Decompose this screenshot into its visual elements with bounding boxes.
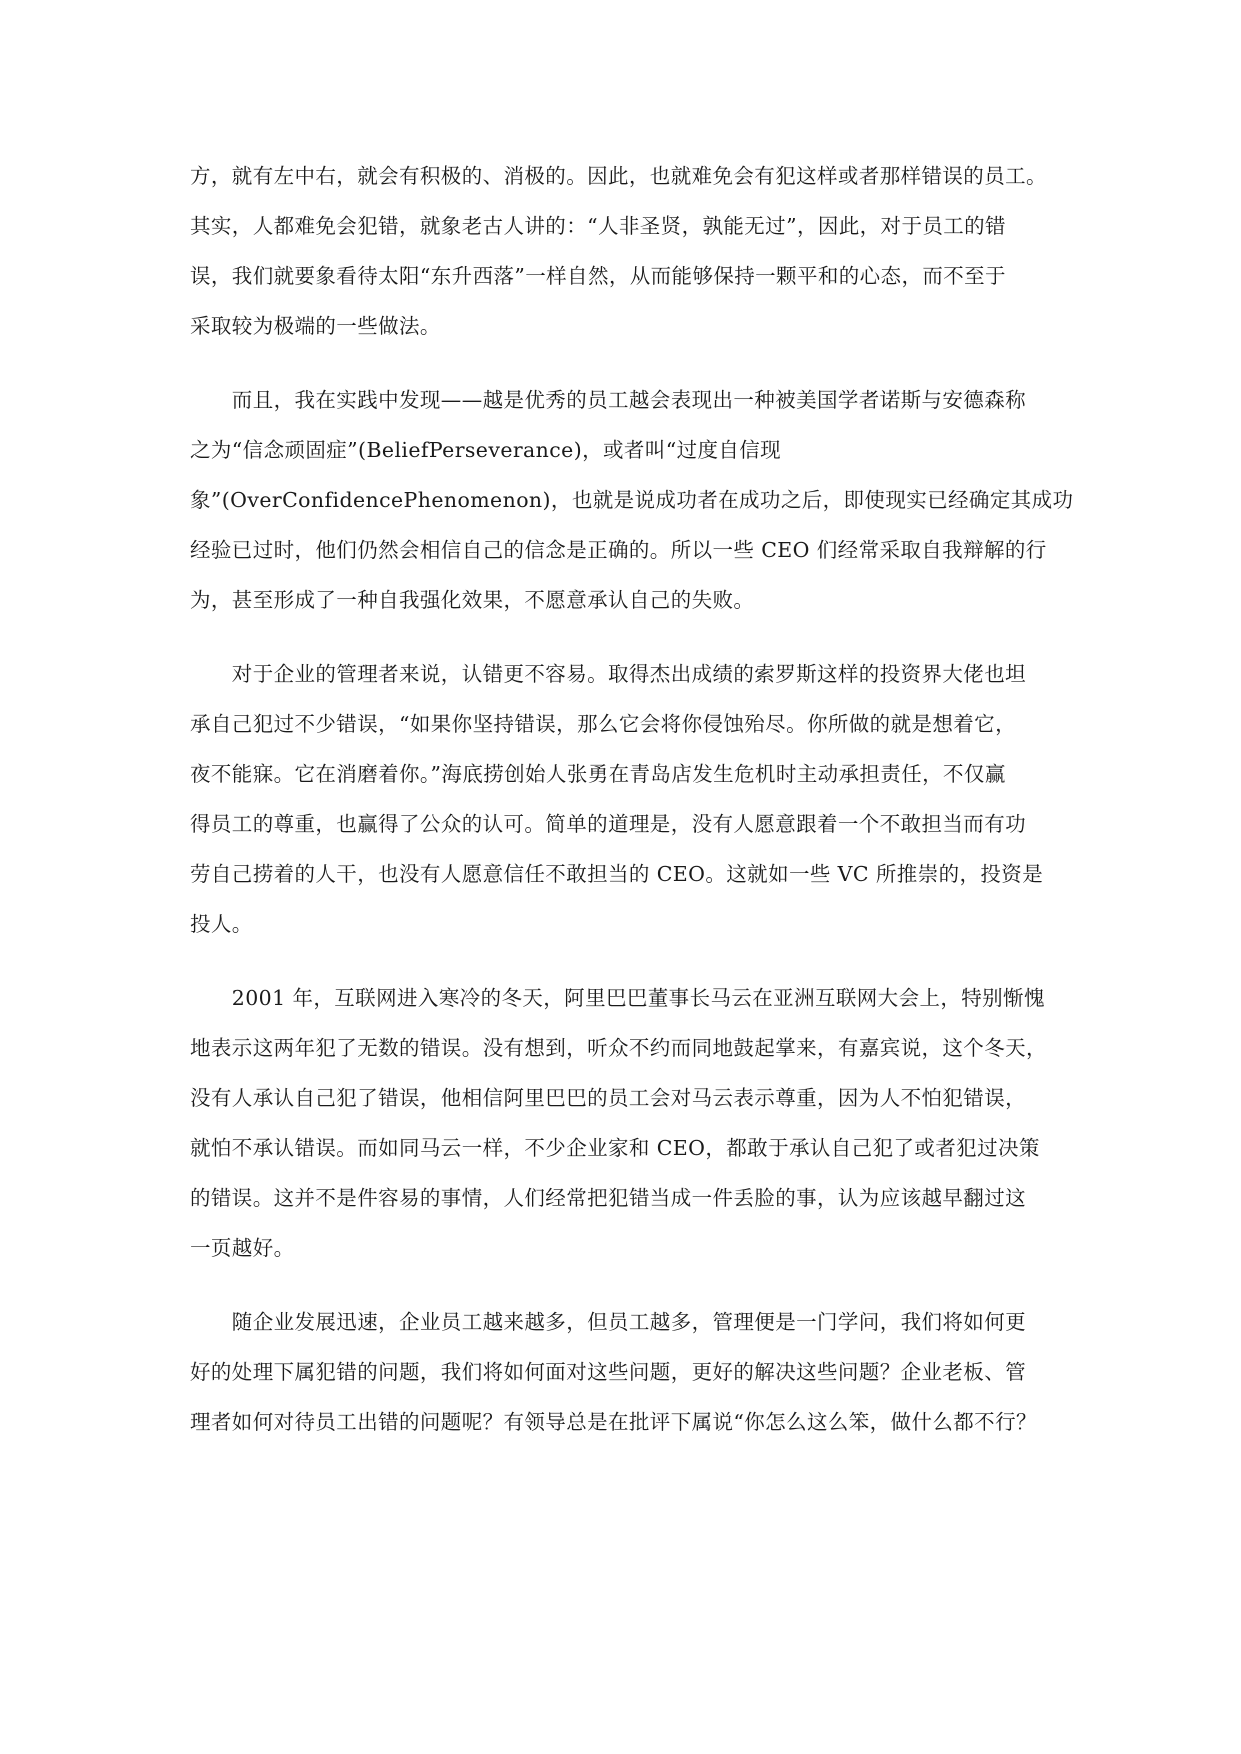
paragraph-4-line-2: 地表示这两年犯了无数的错误。没有想到，听众不约而同地鼓起掌来，有嘉宾说，这个冬天， xyxy=(190,1036,1047,1060)
paragraph-1-line-4: 采取较为极端的一些做法。 xyxy=(190,314,441,338)
paragraph-2-line-2: 之为“信念顽固症”(BeliefPerseverance)，或者叫“过度自信现 xyxy=(190,438,782,462)
paragraph-4-line-4: 就怕不承认错误。而如同马云一样，不少企业家和 CEO，都敢于承认自己犯了或者犯过决策 xyxy=(190,1136,1040,1160)
paragraph-2-line-3: 象”(OverConfidencePhenomenon)，也就是说成功者在成功之后，即使现实已经确定其成功 xyxy=(190,488,1074,512)
paragraph-3-line-6: 投人。 xyxy=(190,912,253,936)
paragraph-4-line-5: 的错误。这并不是件容易的事情，人们经常把犯错当成一件丢脸的事，认为应该越早翻过这 xyxy=(190,1186,1026,1210)
paragraph-3-line-3: 夜不能寐。它在消磨着你。”海底捞创始人张勇在青岛店发生危机时主动承担责任，不仅赢 xyxy=(190,762,1006,786)
paragraph-4-line-6: 一页越好。 xyxy=(190,1236,295,1260)
paragraph-1-line-2: 其实，人都难免会犯错，就象老古人讲的：“人非圣贤，孰能无过”，因此，对于员工的错 xyxy=(190,214,1006,238)
paragraph-1-line-3: 误，我们就要象看待太阳“东升西落”一样自然，从而能够保持一颗平和的心态，而不至于 xyxy=(190,264,1006,288)
paragraph-4-line-1: 2001 年，互联网进入寒冷的冬天，阿里巴巴董事长马云在亚洲互联网大会上，特别惭愧 xyxy=(190,986,1045,1010)
paragraph-5-line-2: 好的处理下属犯错的问题，我们将如何面对这些问题，更好的解决这些问题？企业老板、管 xyxy=(190,1360,1026,1384)
paragraph-5-line-1: 随企业发展迅速，企业员工越来越多，但员工越多，管理便是一门学问，我们将如何更 xyxy=(190,1310,1026,1334)
paragraph-2-line-4: 经验已过时，他们仍然会相信自己的信念是正确的。所以一些 CEO 们经常采取自我辩解的行 xyxy=(190,538,1047,562)
paragraph-1-line-1: 方，就有左中右，就会有积极的、消极的。因此，也就难免会有犯这样或者那样错误的员工。 xyxy=(190,164,1047,188)
paragraph-3-line-5: 劳自己捞着的人干，也没有人愿意信任不敢担当的 CEO。这就如一些 VC 所推崇的，投资是 xyxy=(190,862,1044,886)
paragraph-3-line-2: 承自己犯过不少错误，“如果你坚持错误，那么它会将你侵蚀殆尽。你所做的就是想着它， xyxy=(190,712,1016,736)
paragraph-2-line-1: 而且，我在实践中发现——越是优秀的员工越会表现出一种被美国学者诺斯与安德森称 xyxy=(190,388,1026,412)
paragraph-3-line-4: 得员工的尊重，也赢得了公众的认可。简单的道理是，没有人愿意跟着一个不敢担当而有功 xyxy=(190,812,1026,836)
paragraph-5-line-3: 理者如何对待员工出错的问题呢？有领导总是在批评下属说“你怎么这么笨，做什么都不行？ xyxy=(190,1410,1037,1434)
paragraph-2-line-5: 为，甚至形成了一种自我强化效果，不愿意承认自己的失败。 xyxy=(190,588,755,612)
paragraph-3-line-1: 对于企业的管理者来说，认错更不容易。取得杰出成绩的索罗斯这样的投资界大佬也坦 xyxy=(190,662,1026,686)
paragraph-4-line-3: 没有人承认自己犯了错误，他相信阿里巴巴的员工会对马云表示尊重，因为人不怕犯错误， xyxy=(190,1086,1026,1110)
